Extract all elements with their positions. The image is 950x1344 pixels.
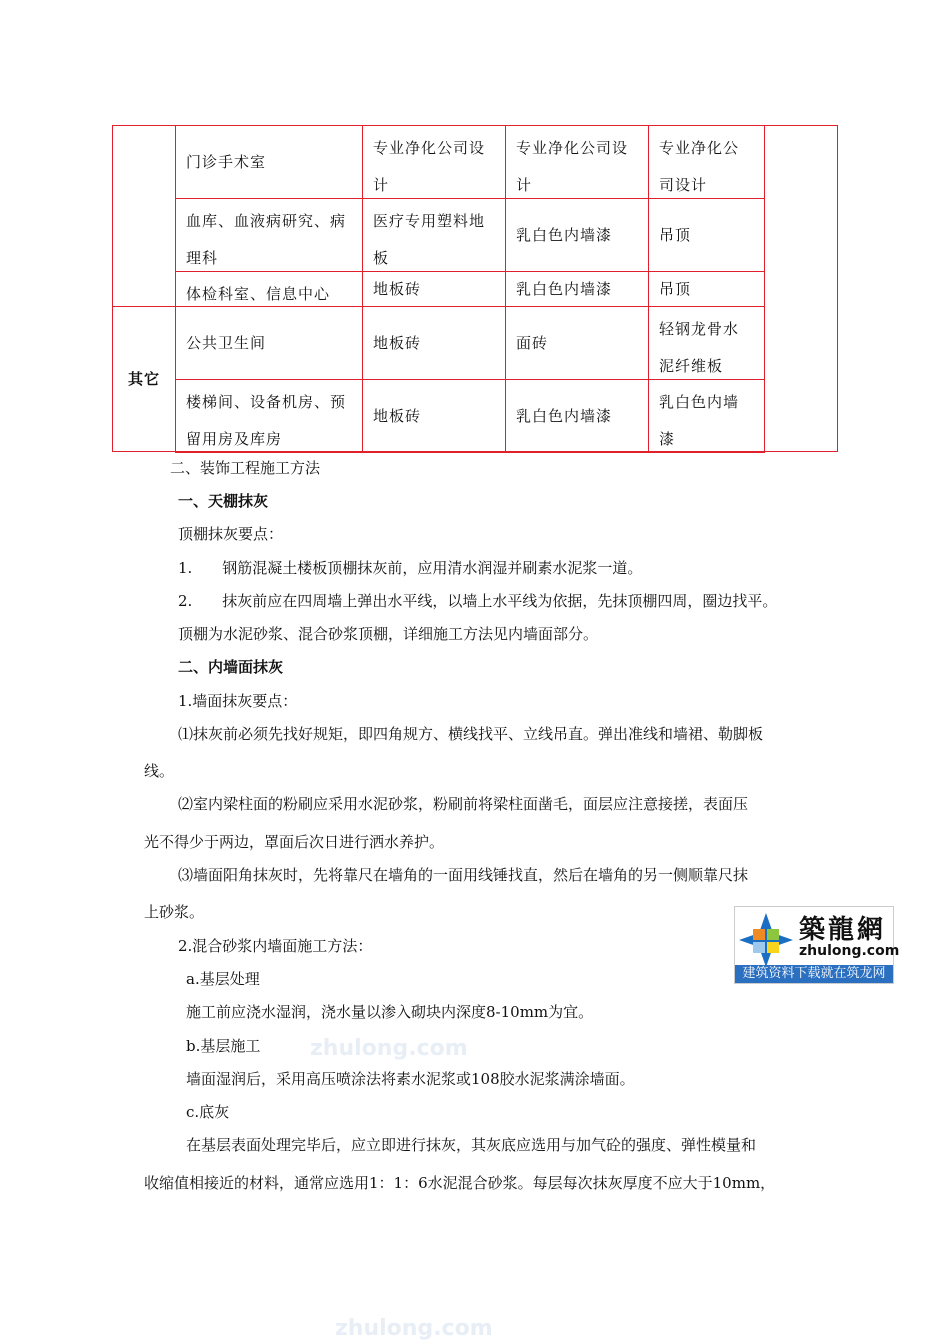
table-cell: 公共卫生间 — [175, 306, 363, 380]
paragraph-line: 上砂浆。 — [144, 903, 205, 921]
paragraph-line: ⑵室内梁柱面的粉刷应采用水泥砂浆，粉刷前将梁柱面凿毛，面层应注意接搓，表面压 — [178, 795, 749, 813]
paragraph-line: 1.墙面抹灰要点： — [178, 692, 298, 710]
paragraph-line: 墙面湿润后，采用高压喷涂法将素水泥浆或108胶水泥浆满涂墙面。 — [186, 1070, 635, 1088]
paragraph-line: 2.混合砂浆内墙面施工方法： — [178, 937, 373, 955]
paragraph-line: 线。 — [144, 762, 175, 780]
table-cell: 吊顶 — [648, 198, 765, 272]
paragraph-line: 1. 钢筋混凝土楼板顶棚抹灰前，应用清水润湿并刷素水泥浆一道。 — [178, 559, 643, 577]
paragraph-line: 二、装饰工程施工方法 — [170, 459, 321, 477]
table-cell: 地板砖 — [362, 271, 506, 307]
table-cell: 楼梯间、设备机房、预留用房及库房 — [175, 379, 363, 453]
paragraph-line: 施工前应浇水湿润，浇水量以渗入砌块内深度8-10mm为宜。 — [186, 1003, 594, 1021]
table-cell: 血库、血液病研究、病理科 — [175, 198, 363, 272]
section-heading: 一、天棚抹灰 — [178, 492, 269, 510]
watermark-bottom: zhulong.com — [335, 1316, 493, 1341]
table-cell: 专业净化公司设计 — [648, 125, 765, 199]
table-cell: 专业净化公司设计 — [362, 125, 506, 199]
table-cell: 地板砖 — [362, 379, 506, 453]
table-cell: 乳白色内墙漆 — [648, 379, 765, 453]
table-cell: 轻钢龙骨水泥纤维板 — [648, 306, 765, 380]
table-cell: 乳白色内墙漆 — [505, 198, 649, 272]
table-cell: 吊顶 — [648, 271, 765, 307]
paragraph-line: ⑶墙面阳角抹灰时，先将靠尺在墙角的一面用线锤找直，然后在墙角的另一侧顺靠尺抹 — [178, 866, 749, 884]
logo-en: zhulong.com — [799, 943, 900, 959]
paragraph-line: 2. 抹灰前应在四周墙上弹出水平线，以墙上水平线为依据，先抹顶棚四周，圈边找平。 — [178, 592, 778, 610]
paragraph-line: a.基层处理 — [186, 970, 260, 988]
table-cell: 专业净化公司设计 — [505, 125, 649, 199]
paragraph-line: 顶棚为水泥砂浆、混合砂浆顶棚，详细施工方法见内墙面部分。 — [178, 625, 599, 643]
table-cell: 医疗专用塑料地板 — [362, 198, 506, 272]
table-cell: 乳白色内墙漆 — [505, 379, 649, 453]
zhulong-logo — [734, 906, 900, 984]
table-cell: 面砖 — [505, 306, 649, 380]
logo-mark-icon — [737, 911, 795, 969]
table-cell: 体检科室、信息中心 — [175, 271, 363, 307]
group-label: 其它 — [112, 306, 176, 452]
paragraph-line: ⑴抹灰前必须先找好规矩，即四角规方、横线找平、立线吊直。弹出准线和墙裙、勒脚板 — [178, 725, 764, 743]
table-cell: 门诊手术室 — [175, 125, 363, 199]
paragraph-line: b.基层施工 — [186, 1037, 261, 1055]
table-cell: 乳白色内墙漆 — [505, 271, 649, 307]
paragraph-line: 在基层表面处理完毕后，应立即进行抹灰，其灰底应选用与加气砼的强度、弹性模量和 — [186, 1136, 757, 1154]
table-cell: 地板砖 — [362, 306, 506, 380]
watermark: zhulong.com — [310, 1036, 468, 1061]
logo-cn: 築龍網 — [799, 915, 887, 945]
logo-slogan: 建筑资料下载就在筑龙网 — [735, 965, 893, 983]
paragraph-line: 光不得少于两边，罩面后次日进行洒水养护。 — [144, 833, 445, 851]
paragraph-line: c.底灰 — [186, 1103, 230, 1121]
section-heading: 二、内墙面抹灰 — [178, 658, 284, 676]
paragraph-line: 顶棚抹灰要点： — [178, 525, 284, 543]
paragraph-line: 收缩值相接近的材料，通常应选用1：1：6水泥混合砂浆。每层每次抹灰厚度不应大于10mm， — [144, 1174, 776, 1192]
